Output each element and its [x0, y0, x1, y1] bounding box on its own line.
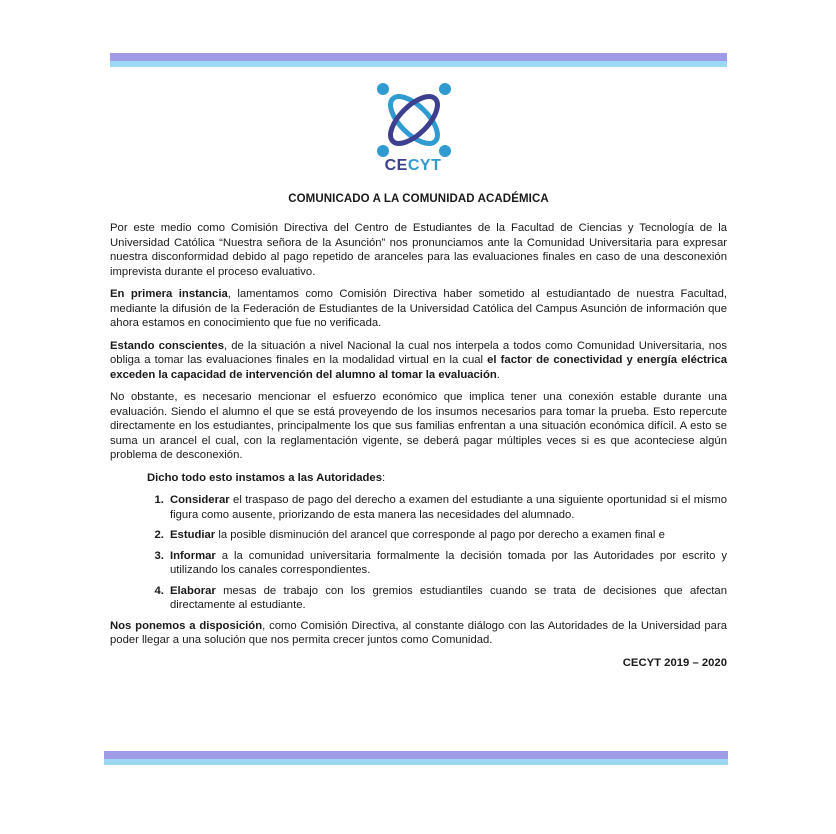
request-item-verb: Considerar [170, 494, 230, 506]
request-item [167, 493, 727, 522]
logo-text-cyt: CYT [407, 157, 442, 174]
paragraph-first-instance-text: , lamentamos como Comisión Directiva haber sometido al estudiantado de nuestra Facultad, mediante la difusión de la Federación de Estudiantes de la Universidad Católica del Campus Asunción de información que ahora estamos en conocimiento que fue no verificada. [110, 288, 727, 329]
request-list [110, 493, 727, 613]
top-decorative-band [110, 53, 727, 67]
paragraph-closing-lead: Nos ponemos a disposición [110, 619, 263, 632]
paragraph-first-instance-lead: En primera instancia [110, 288, 228, 300]
bottom-band-purple-stripe [104, 751, 728, 759]
cecyt-logo-wordmark [368, 157, 458, 175]
bottom-decorative-band [104, 751, 728, 765]
request-item-text: a la comunidad universitaria formalmente la decisión tomada por las Autoridades por escrito y utilizando los canales correspondientes. [170, 549, 727, 576]
paragraph-conscious-end: . [496, 368, 500, 381]
paragraph-closing-text: , como Comisión Directiva, al constante diálogo con las Autoridades de la Universidad para poder llegar a una solución que nos permita crecer juntos como Comunidad. [110, 619, 727, 646]
request-lead-colon: : [381, 471, 386, 484]
bottom-band-blue-stripe [104, 759, 728, 765]
request-lead [147, 471, 727, 486]
document-body [110, 221, 727, 670]
paragraph-conscious [110, 339, 727, 383]
request-item-verb: Estudiar [170, 529, 216, 541]
request-item-verb: Elaborar [170, 584, 216, 597]
request-item-text: el traspaso de pago del derecho a examen del estudiante a una siguiente oportunidad si el mismo figura como ausente, priorizando de esta manera las necesidades del alumnado. [170, 494, 727, 521]
top-band-purple-stripe [110, 53, 727, 61]
signature: CECYT 2019 – 2020 [622, 656, 727, 669]
request-item-text: mesas de trabajo con los gremios estudiantiles cuando se trata de decisiones que afectan directamente al estudiante. [170, 584, 727, 611]
paragraph-conscious-emphasis: el factor de conectividad y energía eléctrica exceden la capacidad de intervención del alumno al tomar la evaluación [110, 354, 728, 381]
paragraph-first-instance [110, 287, 727, 331]
paragraph-closing [110, 619, 727, 648]
request-item [167, 549, 727, 578]
request-item-verb: Informar [170, 549, 216, 562]
top-band-blue-stripe [110, 61, 727, 67]
paragraph-however: No obstante, es necesario mencionar el esfuerzo económico que implica tener una conexión estable durante una evaluación. Siendo el alumno el que se está proveyendo de los insumos necesarios para tomar la prueba. Esto repercute directamente en los estudiantes, principalmente los que sus familias enfrentan a una situación económica difícil. A esto se suma un arancel el cual, con la reglamentación vigente, se deberá pagar múltiples veces si es que aconteciese algún problema de desconexión. [110, 391, 727, 461]
request-item-text: la posible disminución del arancel que corresponde al pago por derecho a examen final e [215, 529, 665, 541]
document-title: COMUNICADO A LA COMUNIDAD ACADÉMICA [288, 193, 549, 205]
paragraph-conscious-text: , de la situación a nivel Nacional la cual nos interpela a todos como Comunidad Universitaria, nos obliga a tomar las evaluaciones finales en la modalidad virtual en la cual [110, 339, 727, 366]
request-lead-text: Dicho todo esto instamos a las Autoridades [147, 471, 382, 484]
paragraph-conscious-lead: Estando conscientes [110, 339, 224, 352]
logo-text-ce: CE [384, 157, 408, 174]
request-item [167, 584, 727, 613]
request-item [167, 528, 727, 543]
paragraph-intro: Por este medio como Comisión Directiva del Centro de Estudiantes de la Facultad de Ciencias y Tecnología de la Universidad Católica “Nuestra señora de la Asunción” nos pronunciamos ante la Comunidad Universitaria para expresar nuestra disconformidad debido al pago repetido de aranceles para las evaluaciones finales en caso de una desconexión imprevista durante el proceso evaluativo. [110, 222, 727, 278]
